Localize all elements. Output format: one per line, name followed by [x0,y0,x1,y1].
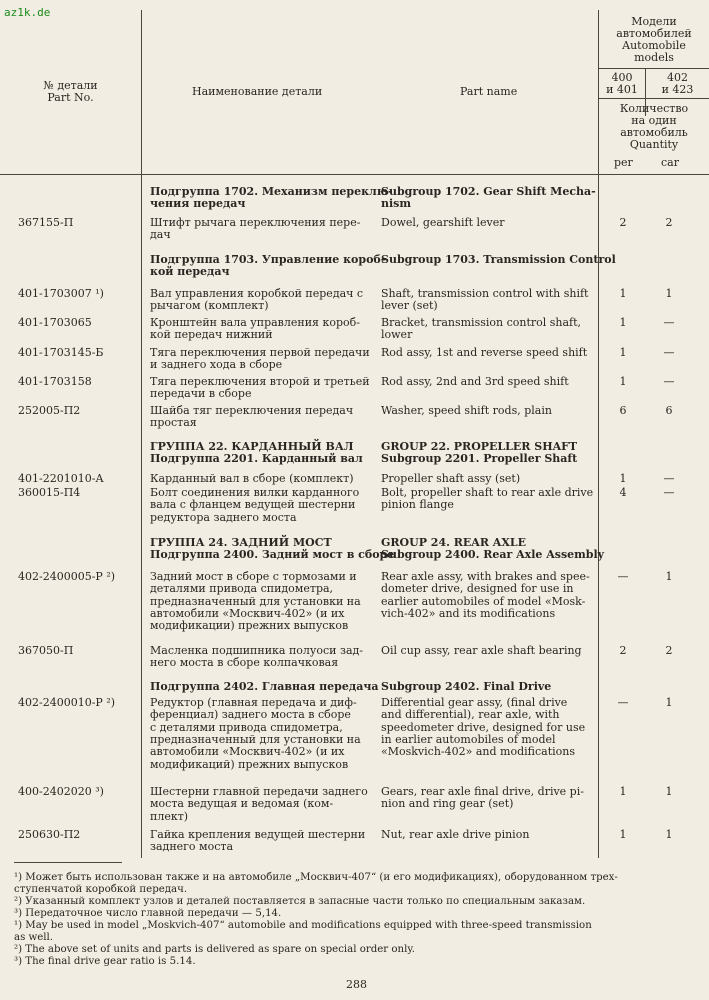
part-name-en: Gears, rear axle final drive, drive pi- [381,785,584,798]
part-name-en: and differential), rear axle, with [381,708,560,722]
qty-model-402: 1 [665,785,673,798]
table-divider [598,98,709,99]
subgroup-title-en: Subgroup 1702. Gear Shift Mecha- [381,185,596,198]
page-number: 288 [346,978,367,991]
part-name-en: speedometer drive, designed for use [381,720,586,734]
part-name-ru: и заднего хода в сборе [150,358,283,372]
footnote-line: ²) The above set of units and parts is delivered as spare on special order only. [14,944,415,955]
qty-model-402: — [663,375,675,388]
qty-model-400: 1 [619,316,627,329]
part-name-ru: вала с фланцем ведущей шестерни [150,498,356,512]
subgroup-title-ru: Подгруппа 1703. Управление короб- [150,253,386,266]
part-name-en: pinion flange [381,498,454,512]
subgroup-title-en: Subgroup 2400. Rear Axle Assembly [381,548,605,562]
part-name-en: in earlier automobiles of model [381,732,556,746]
part-name-ru: моста ведущая и ведомая (ком- [150,797,334,811]
header-model-col2: 402 и 423 [661,71,694,96]
qty-model-400: — [617,696,629,709]
footnote-line: ³) The final drive gear ratio is 5.14. [14,956,196,967]
part-name-ru: Кронштейн вала управления короб- [150,316,360,329]
footnote-line: ³) Передаточное число главной передачи — 5,14. [14,908,282,919]
subgroup-title-ru: чения передач [150,197,246,211]
part-name-en: Rod assy, 2nd and 3rd speed shift [381,375,569,388]
part-name-ru: Тяга переключения второй и третьей [150,375,370,388]
qty-model-402: 2 [665,216,673,229]
part-name-en: vich-402» and its modifications [381,606,556,620]
subgroup-title-ru: Подгруппа 2400. Задний мост в сборе [150,548,395,562]
part-number: 250630-П2 [18,828,81,841]
part-name-en: earlier automobiles of model «Mosk- [381,594,586,608]
part-name-ru: Штифт рычага переключения пере- [150,216,361,229]
subgroup-title-ru: ГРУППА 22. КАРДАННЫЙ ВАЛ [150,440,354,453]
part-name-en: lever (set) [381,299,438,313]
header-model-col1: 400 и 401 [606,71,638,96]
part-name-ru: с деталями привода спидометра, [150,720,343,734]
part-number: 252005-П2 [18,404,81,417]
part-name-en: Oil cup assy, rear axle shaft bearing [381,644,582,657]
part-name-en: nion and ring gear (set) [381,797,514,811]
qty-model-402: 1 [665,696,673,709]
part-name-en: Shaft, transmission control with shift [381,287,589,300]
footnote-line: ¹) May be used in model „Moskvich-407“ automobile and modifications equipped with three-speed transmission [14,920,592,931]
part-name-ru: него моста в сборе колпачковая [150,656,339,670]
table-divider [0,174,709,175]
part-name-ru: модификации) прежних выпусков [150,619,349,633]
part-number: 367050-П [18,644,74,657]
part-name-ru: плект) [150,809,189,823]
qty-model-402: 6 [665,404,673,417]
part-name-ru: Масленка подшипника полуоси зад- [150,644,364,657]
part-name-ru: предназначенный для установки на [150,732,361,746]
part-name-ru: модификаций) прежних выпусков [150,757,349,771]
qty-model-400: 1 [619,785,627,798]
subgroup-title-ru: Подгруппа 2201. Карданный вал [150,452,363,466]
subgroup-title-ru: Подгруппа 2402. Главная передача [150,680,379,693]
part-number: 401-1703145-Б [18,346,104,359]
part-name-ru: заднего моста [150,840,234,854]
part-name-ru: рычагом (комплект) [150,299,269,313]
part-name-ru: Задний мост в сборе с тормозами и [150,570,357,583]
part-name-ru: дач [150,228,171,242]
part-name-en: Nut, rear axle drive pinion [381,828,530,841]
header-name-en: Part name [460,85,518,98]
qty-model-400: 1 [619,375,627,388]
footnote-line: ступенчатой коробкой передач. [14,884,188,895]
part-number: 360015-П4 [18,486,81,499]
part-name-en: Washer, speed shift rods, plain [381,404,552,417]
part-name-ru: Карданный вал в сборе (комплект) [150,472,354,485]
footnote-line: ¹) Может быть использован также и на автомобиле „Москвич-407“ (и его модификациях), оборудованном трех- [14,872,618,883]
part-name-ru: простая [150,416,197,430]
qty-model-400: 2 [619,644,627,657]
footnote-rule [14,862,122,863]
part-name-ru: Редуктор (главная передача и диф- [150,696,357,709]
qty-model-400: — [617,570,629,583]
qty-model-402: 2 [665,644,673,657]
qty-model-402: 1 [665,570,673,583]
header-models: Модели автомобилей Automobile models [616,15,692,64]
part-name-en: Bolt, propeller shaft to rear axle drive [381,486,594,499]
part-name-ru: ференциал) заднего моста в сборе [150,708,351,722]
part-number: 402-2400005-Р ²) [18,570,116,583]
part-name-en: lower [381,328,413,342]
part-name-en: Differential gear assy, (final drive [381,696,568,709]
part-name-ru: Тяга переключения первой передачи [150,346,370,359]
part-name-ru: автомобили «Москвич-402» (и их [150,745,345,759]
part-name-ru: Болт соединения вилки карданного [150,486,360,499]
part-name-ru: предназначенный для установки на [150,594,361,608]
subgroup-title-ru: Подгруппа 1702. Механизм переклю- [150,185,393,198]
part-name-ru: редуктора заднего моста [150,510,297,524]
part-name-en: Rod assy, 1st and reverse speed shift [381,346,588,359]
qty-model-400: 2 [619,216,627,229]
subgroup-title-en: Subgroup 2402. Final Drive [381,680,552,693]
subgroup-title-en: GROUP 24. REAR AXLE [381,536,526,549]
header-name-ru: Наименование детали [192,85,323,98]
part-name-en: «Moskvich-402» and modifications [381,745,575,759]
part-number: 401-2201010-А [18,472,104,485]
qty-model-402: 1 [665,287,673,300]
part-number: 402-2400010-Р ²) [18,696,116,709]
subgroup-title-ru: кой передач [150,265,230,279]
qty-model-402: — [663,472,675,485]
subgroup-title-en: GROUP 22. PROPELLER SHAFT [381,440,578,453]
qty-model-400: 1 [619,287,627,300]
part-number: 401-1703158 [18,375,92,388]
qty-model-402: — [663,486,675,499]
part-name-en: Rear axle assy, with brakes and spee- [381,570,590,583]
qty-model-402: 1 [665,828,673,841]
qty-model-402: — [663,346,675,359]
qty-model-402: — [663,316,675,329]
qty-model-400: 6 [619,404,627,417]
part-name-en: Propeller shaft assy (set) [381,472,521,485]
footnote-line: ²) Указанный комплект узлов и деталей поставляется в запасные части только по специальным заказам. [14,896,586,907]
qty-model-400: 1 [619,472,627,485]
qty-model-400: 1 [619,346,627,359]
watermark: az1k.de [4,6,51,19]
header-part-no: № детали Part No. [43,79,98,104]
part-name-ru: Шестерни главной передачи заднего [150,785,368,798]
part-number: 401-1703065 [18,316,92,329]
header-quantity: Количество на один автомобиль Quantity [619,102,689,151]
part-name-ru: передачи в сборе [150,387,252,401]
part-name-ru: деталями привода спидометра, [150,582,334,596]
header-qty-car: car [661,156,679,169]
part-name-ru: Гайка крепления ведущей шестерни [150,828,366,841]
part-name-en: dometer drive, designed for use in [381,582,574,596]
table-divider [598,68,709,69]
subgroup-title-en: Subgroup 2201. Propeller Shaft [381,452,578,466]
footnote-line: as well. [14,932,54,943]
subgroup-title-en: nism [381,197,412,211]
header-qty-per: per [614,156,633,169]
subgroup-title-ru: ГРУППА 24. ЗАДНИЙ МОСТ [150,536,332,549]
part-name-ru: Вал управления коробкой передач с [150,287,364,300]
part-name-en: Bracket, transmission control shaft, [381,316,582,329]
part-number: 401-1703007 ¹) [18,287,104,300]
qty-model-400: 1 [619,828,627,841]
part-name-ru: кой передач нижний [150,328,273,342]
part-name-ru: Шайба тяг переключения передач [150,404,354,417]
part-number: 367155-П [18,216,74,229]
table-divider [141,10,142,858]
part-number: 400-2402020 ³) [18,785,104,798]
part-name-en: Dowel, gearshift lever [381,216,505,229]
part-name-ru: автомобили «Москвич-402» (и их [150,606,345,620]
qty-model-400: 4 [619,486,627,499]
subgroup-title-en: Subgroup 1703. Transmission Control [381,253,616,266]
